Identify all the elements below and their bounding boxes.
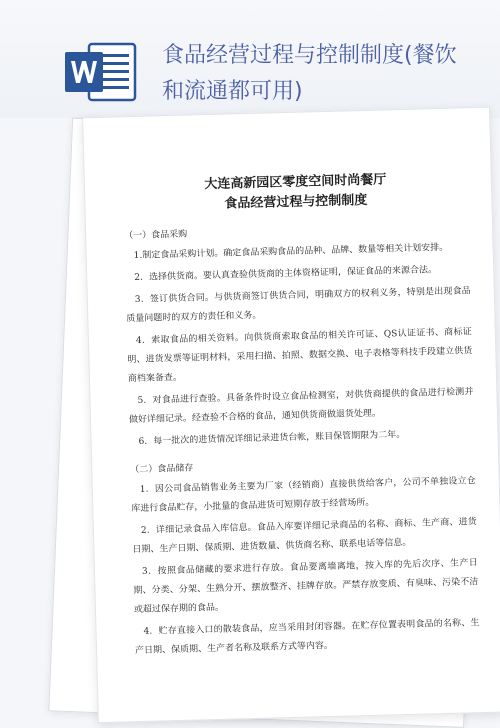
document-title: 食品经营过程与控制制度(餐饮和流通都可用) [162, 43, 457, 104]
section-heading: （一）食品采购 [124, 229, 188, 242]
document-content [123, 168, 481, 664]
word-document-icon [63, 42, 137, 102]
paragraph: 1．因公司食品销售业务主要为厂家（经销商）直接供货给客户，公司不单独设立仓库进行食品贮存，小批量的食品进货可短期存放于经营场所。 [131, 476, 476, 515]
paragraph: 3．签订供货合同。与供货商签订供货合同，明确双方的权利义务，特别是出现食品质量问题时的双方的责任和义务。 [126, 286, 471, 325]
paragraph: 2．选择供货商。要认真查验供货商的主体资格证明，保证食品的来源合法。 [134, 265, 438, 284]
paragraph: 3．按照食品储藏的要求进行存放。食品要离墙离地，按入库的先后次序、生产日期、分类、分架、生熟分开、摆放整齐、挂牌存放。严禁存放变质、有臭味、污染不洁或超过保存期的食品。 [133, 558, 479, 616]
document-page [82, 107, 500, 723]
document-title-line-2: 食品经营过程与控制制度 [224, 192, 368, 212]
document-title-line-1: 大连高新园区零度空间时尚餐厅 [204, 172, 387, 193]
header-bar [0, 0, 500, 118]
section-storage [130, 454, 480, 661]
paragraph: 2．详细记录食品入库信息。食品入库要详细记录商品的名称、商标、生产商、进货日期、生产日期、保质期、进货数量、供货商名称、联系电话等信息。 [132, 517, 477, 556]
document-heading [123, 168, 469, 217]
section-heading: （二）食品储存 [130, 463, 194, 476]
paragraph: 6．每一批次的进货情况详细记录进货台帐，账目保管期限为二年。 [138, 429, 406, 447]
paragraph: 5．对食品进行查验。具备条件时设立食品检测室，对供货商提供的食品进行检测并做好详细记录。经查验不合格的食品，通知供货商做退货处理。 [128, 387, 474, 426]
paragraph: 4．贮存直接入口的散装食品，应当采用封闭容器。在贮存位置表明食品的名称、生产日期、保质期、生产者名称及联系方式等内容。 [134, 618, 480, 657]
paragraph: 4．索取食品的相关资料。向供货商索取食品的相关许可证、QS认证证书、商标证明、进货发票等证明材料，采用扫描、拍照、数据交换、电子表格等科技手段建立供货商档案备查。 [127, 327, 473, 385]
section-procurement [124, 220, 475, 452]
paragraph: 1.制定食品采购计划。确定食品采购食品的品种、品牌、数量等相关计划安排。 [133, 242, 449, 262]
